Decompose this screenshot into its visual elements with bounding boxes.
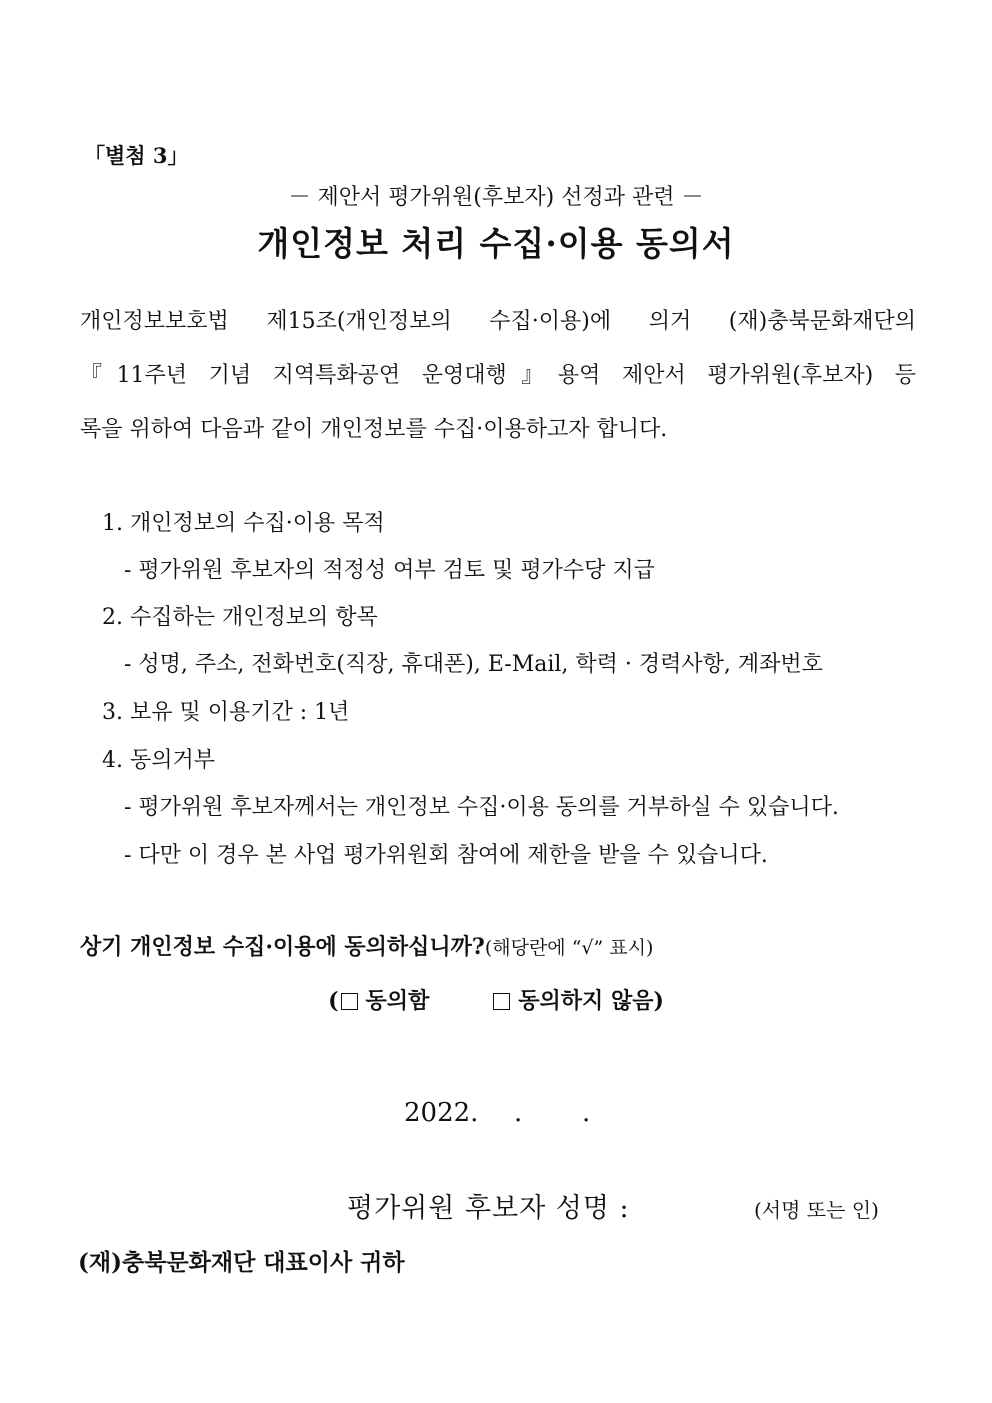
- intro-line-3: 록을 위하여 다음과 같이 개인정보를 수집·이용하고자 합니다.: [80, 417, 668, 442]
- item-4-title: 4. 동의거부: [102, 748, 215, 773]
- signature-label: 평가위원 후보자 성명 :: [347, 1193, 630, 1224]
- disagree-label: 동의하지 않음: [518, 988, 654, 1014]
- options-close-paren: ): [653, 988, 664, 1014]
- consent-hint: (해당란에 “√” 표시): [484, 937, 654, 959]
- document-title: 개인정보 처리 수집·이용 동의서: [257, 224, 735, 263]
- addressee: (재)충북문화재단 대표이사 귀하: [78, 1249, 405, 1276]
- date-year: 2022.: [404, 1098, 479, 1128]
- attachment-label: 「별첨 3」: [84, 143, 189, 168]
- item-1-title: 1. 개인정보의 수집·이용 목적: [102, 511, 385, 536]
- intro-line-1: 개인정보보호법 제15조(개인정보의 수집·이용)에 의거 (재)충북문화재단의: [80, 309, 916, 334]
- item-2-title: 2. 수집하는 개인정보의 항목: [102, 605, 378, 630]
- disagree-checkbox[interactable]: [493, 993, 510, 1010]
- signature-hint: (서명 또는 인): [754, 1198, 879, 1222]
- date-month-dot: .: [514, 1098, 523, 1128]
- consent-options: [0, 984, 992, 1015]
- consent-question: [80, 930, 653, 961]
- date-day-dot: .: [582, 1098, 591, 1128]
- agree-label: 동의함: [365, 988, 430, 1014]
- item-2-detail: - 성명, 주소, 전화번호(직장, 휴대폰), E-Mail, 학력 · 경력사항, 계좌번호: [124, 652, 823, 677]
- document-subtitle: － 제안서 평가위원(후보자) 선정과 관련 －: [288, 185, 704, 210]
- consent-question-text: 상기 개인정보 수집·이용에 동의하십니까?: [80, 934, 485, 960]
- item-1-detail: - 평가위원 후보자의 적정성 여부 검토 및 평가수당 지급: [124, 558, 655, 583]
- intro-line-2: 『11주년 기념 지역특화공연 운영대행』용역 제안서 평가위원(후보자) 등: [80, 363, 916, 388]
- item-3-title: 3. 보유 및 이용기간 : 1년: [102, 700, 350, 725]
- item-4-detail-2: - 다만 이 경우 본 사업 평가위원회 참여에 제한을 받을 수 있습니다.: [124, 843, 768, 868]
- item-4-detail-1: - 평가위원 후보자께서는 개인정보 수집·이용 동의를 거부하실 수 있습니다.: [124, 795, 839, 820]
- options-open-paren: (: [328, 988, 339, 1014]
- agree-checkbox[interactable]: [341, 993, 358, 1010]
